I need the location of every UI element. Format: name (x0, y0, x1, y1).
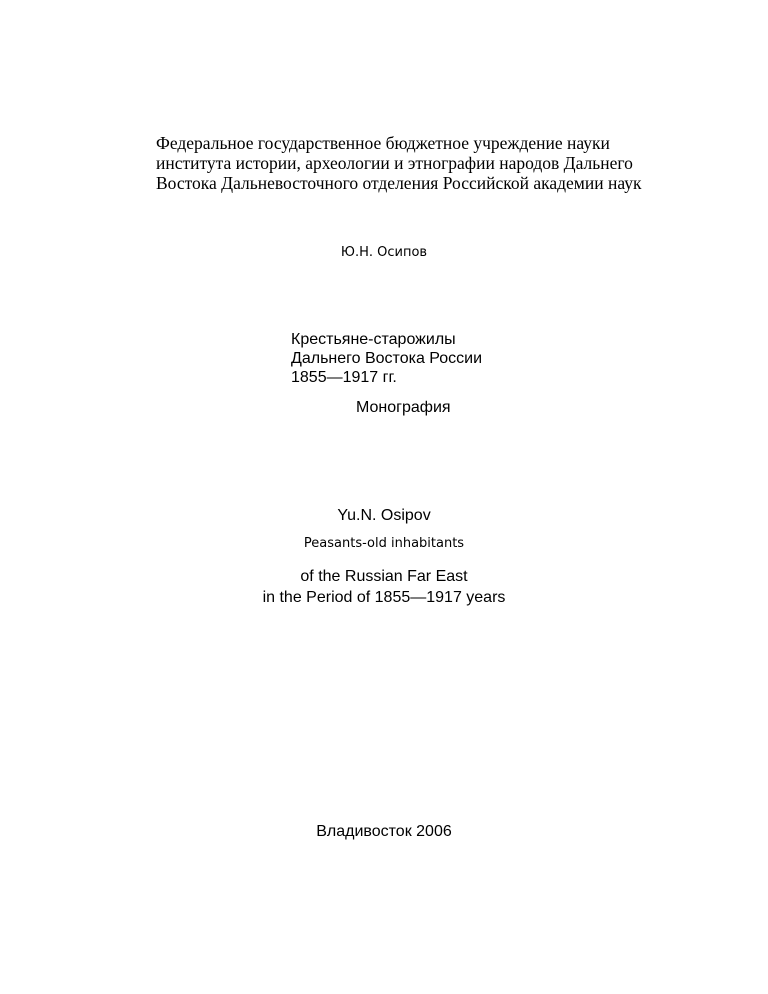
title-ru-line: Дальнего Востока России (291, 350, 483, 367)
title-ru-line: 1855—1917 гг. (291, 369, 397, 386)
book-title-ru (291, 330, 482, 387)
institution-line: Федеральное государственное бюджетное учреждение науки (156, 133, 610, 153)
title-en-line: of the Russian Far East (300, 568, 468, 585)
genre-label-ru: Монография (356, 399, 451, 416)
title-ru-line: Крестьяне-старожилы (291, 331, 456, 348)
book-title-en-line1: Peasants-old inhabitants (303, 536, 465, 551)
institution-line: Востока Дальневосточного отделения Российской академии наук (156, 173, 642, 193)
author-name-ru: Ю.Н. Осипов (340, 245, 428, 260)
institution-name (156, 133, 641, 193)
book-title-en (0, 566, 768, 608)
publication-place-year: Владивосток 2006 (316, 823, 452, 840)
author-name-en: Yu.N. Osipov (337, 507, 431, 524)
institution-line: института истории, археологии и этнографии народов Дальнего (156, 153, 633, 173)
title-en-line: in the Period of 1855—1917 years (262, 589, 506, 606)
